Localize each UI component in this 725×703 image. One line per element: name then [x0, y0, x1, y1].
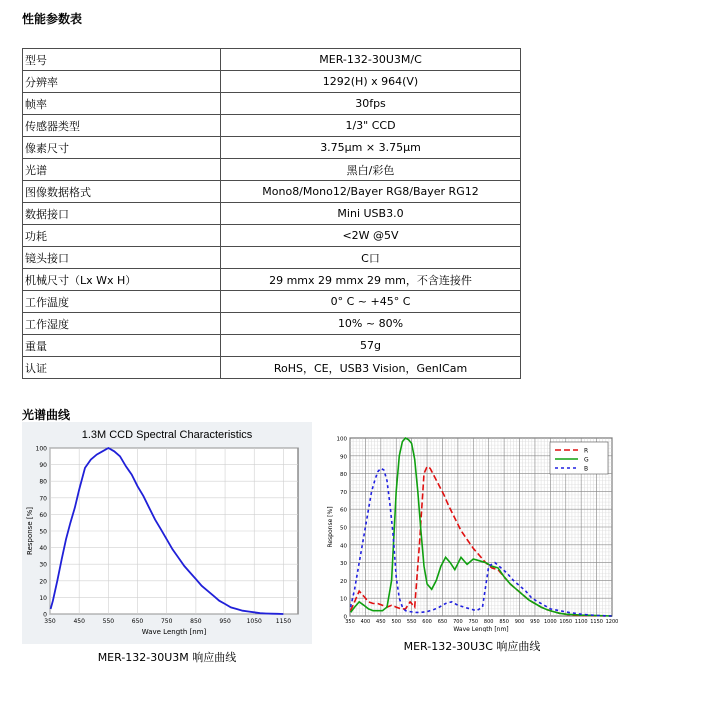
- x-tick-label: 450: [73, 618, 85, 625]
- spec-row: [23, 181, 521, 203]
- spec-key: 图像数据格式: [23, 181, 221, 203]
- x-tick-label: 350: [44, 618, 56, 625]
- spec-table: [22, 48, 521, 379]
- spec-key: 工作温度: [23, 291, 221, 313]
- spec-value: 3.75μm × 3.75μm: [221, 137, 521, 159]
- y-tick-label: 80: [39, 478, 47, 486]
- spec-key: 数据接口: [23, 203, 221, 225]
- spec-row: [23, 203, 521, 225]
- x-tick-label: 650: [437, 619, 448, 625]
- y-tick-label: 40: [39, 545, 47, 553]
- y-tick-label: 10: [39, 594, 47, 602]
- spec-value: C口: [221, 247, 521, 269]
- spec-key: 型号: [23, 49, 221, 71]
- spec-value: 29 mmx 29 mmx 29 mm，不含连接件: [221, 269, 521, 291]
- y-tick-label: 50: [340, 525, 347, 532]
- y-tick-label: 70: [39, 495, 47, 503]
- x-axis-label: Wave Length [nm]: [141, 628, 207, 636]
- y-tick-label: 10: [340, 596, 347, 603]
- spec-row: [23, 137, 521, 159]
- y-tick-label: 90: [39, 462, 47, 470]
- section-curve-title: 光谱曲线: [22, 408, 71, 422]
- spec-key: 重量: [23, 335, 221, 357]
- color-chart-caption: MER-132-30U3C 响应曲线: [403, 640, 541, 653]
- x-tick-label: 600: [422, 619, 432, 625]
- spec-value: MER-132-30U3M/C: [221, 49, 521, 71]
- spec-key: 功耗: [23, 225, 221, 247]
- spec-row: [23, 225, 521, 247]
- y-tick-label: 30: [39, 561, 47, 569]
- x-tick-label: 400: [360, 619, 371, 625]
- legend-box: [550, 442, 608, 474]
- spec-value: 1/3" CCD: [221, 115, 521, 137]
- spec-value: <2W @5V: [221, 225, 521, 247]
- spec-value: 黑白/彩色: [221, 159, 521, 181]
- spec-row: [23, 49, 521, 71]
- y-tick-label: 0: [43, 611, 47, 619]
- spec-row: [23, 71, 521, 93]
- x-tick-label: 1200: [605, 619, 619, 625]
- y-tick-label: 50: [39, 528, 47, 536]
- spec-row: [23, 269, 521, 291]
- y-tick-label: 90: [340, 454, 347, 461]
- spec-key: 镜头接口: [23, 247, 221, 269]
- x-tick-label: 750: [160, 618, 173, 625]
- y-axis-label: Response [%]: [26, 507, 34, 555]
- y-tick-label: 60: [39, 511, 47, 519]
- x-tick-label: 1150: [275, 618, 292, 625]
- x-tick-label: 800: [483, 619, 494, 625]
- spec-value: 0° C ~ +45° C: [221, 291, 521, 313]
- spec-row: [23, 357, 521, 379]
- legend-label: G: [584, 456, 589, 464]
- y-tick-label: 100: [336, 436, 347, 443]
- y-tick-label: 20: [39, 578, 47, 586]
- spec-key: 工作湿度: [23, 313, 221, 335]
- spec-key: 机械尺寸（Lx Wx H）: [23, 269, 221, 291]
- x-tick-label: 500: [391, 619, 402, 625]
- y-axis-label: Response [%]: [327, 506, 334, 548]
- spec-key: 认证: [23, 357, 221, 379]
- x-tick-label: 350: [345, 619, 355, 625]
- y-tick-label: 20: [340, 578, 347, 585]
- x-tick-label: 850: [499, 619, 509, 625]
- x-tick-label: 1050: [559, 619, 573, 625]
- x-tick-label: 700: [453, 619, 463, 625]
- x-tick-label: 1150: [590, 619, 603, 625]
- x-tick-label: 550: [102, 618, 115, 625]
- spec-row: [23, 313, 521, 335]
- x-tick-label: 950: [219, 618, 231, 625]
- y-tick-label: 60: [340, 507, 347, 514]
- spec-key: 像素尺寸: [23, 137, 221, 159]
- x-tick-label: 650: [131, 618, 144, 625]
- spec-row: [23, 335, 521, 357]
- x-axis-label: Wave Length [nm]: [453, 626, 509, 632]
- y-tick-label: 0: [343, 614, 347, 621]
- spec-value: RoHS，CE，USB3 Vision，GenICam: [221, 357, 521, 379]
- spec-value: Mono8/Mono12/Bayer RG8/Bayer RG12: [221, 181, 521, 203]
- y-tick-label: 70: [340, 489, 347, 496]
- spec-value: 30fps: [221, 93, 521, 115]
- color-spectral-chart: [322, 432, 622, 632]
- spec-key: 光谱: [23, 159, 221, 181]
- legend-label: B: [584, 465, 589, 473]
- spec-row: [23, 159, 521, 181]
- x-tick-label: 1100: [574, 619, 588, 625]
- spec-row: [23, 115, 521, 137]
- mono-spectral-chart: [22, 422, 312, 644]
- x-tick-label: 900: [514, 619, 525, 625]
- spec-key: 帧率: [23, 93, 221, 115]
- spec-row: [23, 93, 521, 115]
- y-tick-label: 40: [340, 543, 347, 550]
- y-tick-label: 80: [340, 472, 347, 479]
- x-tick-label: 750: [468, 619, 479, 625]
- spec-key: 传感器类型: [23, 115, 221, 137]
- spec-row: [23, 247, 521, 269]
- x-tick-label: 850: [190, 618, 202, 625]
- spec-value: 57g: [221, 335, 521, 357]
- mono-chart-caption: MER-132-30U3M 响应曲线: [97, 651, 237, 664]
- spec-key: 分辨率: [23, 71, 221, 93]
- x-tick-label: 950: [530, 619, 540, 625]
- spec-row: [23, 291, 521, 313]
- x-tick-label: 1000: [543, 619, 557, 625]
- section-spec-title: 性能参数表: [22, 12, 83, 26]
- spec-value: 1292(H) x 964(V): [221, 71, 521, 93]
- chart-title: 1.3M CCD Spectral Characteristics: [81, 429, 253, 441]
- y-tick-label: 100: [35, 445, 47, 453]
- x-tick-label: 550: [406, 619, 417, 625]
- spec-value: 10% ~ 80%: [221, 313, 521, 335]
- x-tick-label: 450: [376, 619, 386, 625]
- y-tick-label: 30: [340, 561, 347, 568]
- spec-value: Mini USB3.0: [221, 203, 521, 225]
- legend-label: R: [584, 447, 589, 455]
- x-tick-label: 1050: [246, 618, 262, 625]
